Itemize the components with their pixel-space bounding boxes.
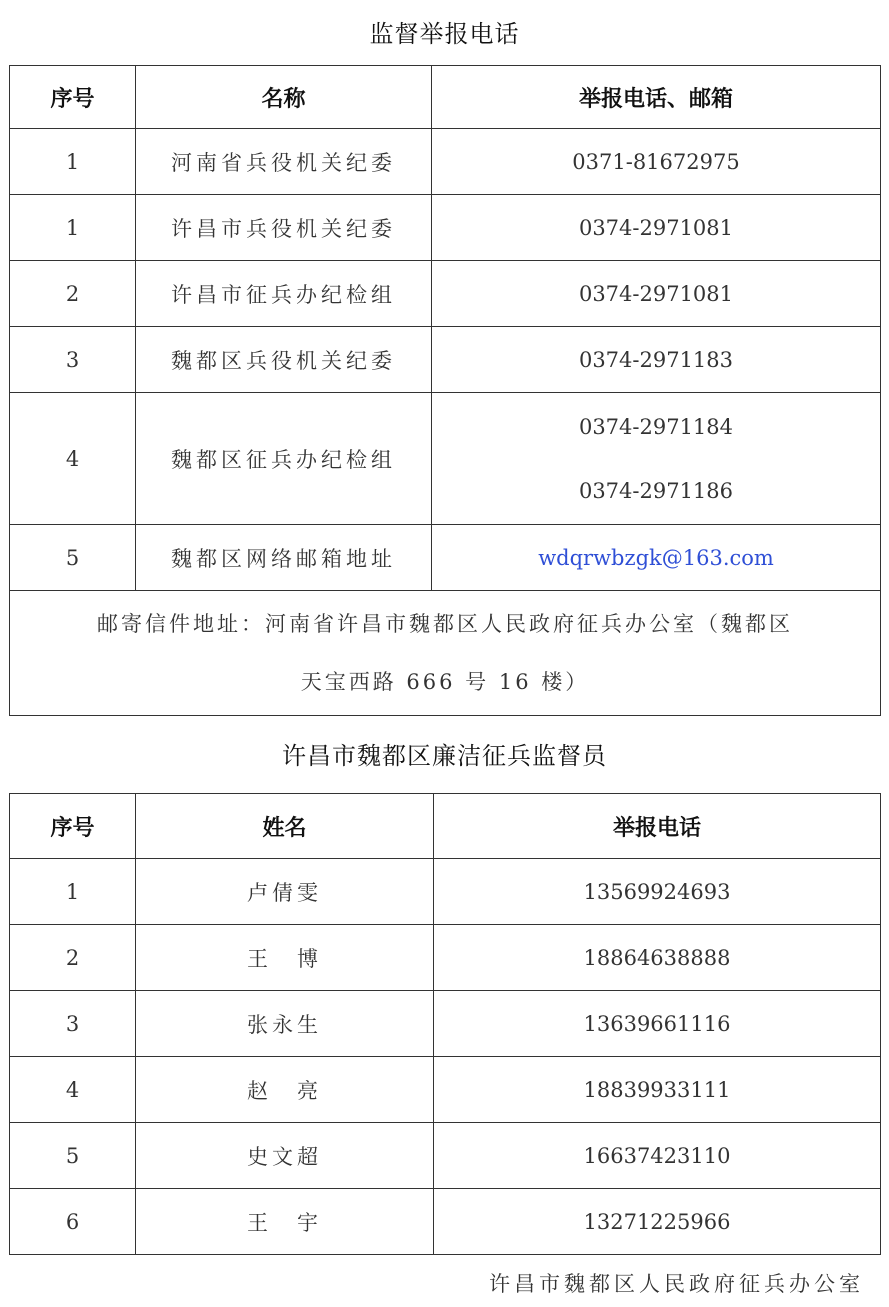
row-person-name: 王 宇 <box>136 1189 434 1255</box>
header-number: 序号 <box>10 794 136 859</box>
row-name: 魏都区兵役机关纪委 <box>136 327 432 393</box>
row-phone: 0374-2971183 <box>432 327 881 393</box>
row-number: 2 <box>10 261 136 327</box>
row-number: 5 <box>10 1123 136 1189</box>
row-number: 3 <box>10 327 136 393</box>
table-row <box>10 525 881 591</box>
row-person-name: 王 博 <box>136 925 434 991</box>
supervisors-table <box>9 793 881 1255</box>
table-row <box>10 261 881 327</box>
mailing-address-line1: 邮寄信件地址：河南省许昌市魏都区人民政府征兵办公室（魏都区 <box>97 612 793 636</box>
mailing-address <box>10 591 881 716</box>
report-phone-title: 监督举报电话 <box>369 20 520 48</box>
row-phone: 13569924693 <box>434 859 881 925</box>
header-number: 序号 <box>10 66 136 129</box>
table-row <box>10 393 881 525</box>
row-number: 6 <box>10 1189 136 1255</box>
table-row <box>10 1189 881 1255</box>
supervisors-title: 许昌市魏都区廉洁征兵监督员 <box>282 742 607 770</box>
row-number: 1 <box>10 195 136 261</box>
row-phone-secondary: 0374-2971186 <box>578 478 734 503</box>
row-person-name: 卢倩雯 <box>136 859 434 925</box>
report-contacts-table <box>9 65 881 716</box>
address-row <box>10 591 881 716</box>
row-phone: 16637423110 <box>434 1123 881 1189</box>
row-phone: 13639661116 <box>434 991 881 1057</box>
row-email-cell <box>432 525 881 591</box>
header-contact: 举报电话、邮箱 <box>432 66 881 129</box>
table-row <box>10 195 881 261</box>
mailing-address-line2: 天宝西路 666 号 16 楼） <box>300 670 590 694</box>
row-number: 3 <box>10 991 136 1057</box>
table-header-row <box>10 66 881 129</box>
table-row <box>10 327 881 393</box>
row-phone: 0374-2971184 <box>578 414 734 439</box>
header-phone: 举报电话 <box>434 794 881 859</box>
row-person-name: 史文超 <box>136 1123 434 1189</box>
table-row <box>10 925 881 991</box>
row-name: 许昌市征兵办纪检组 <box>136 261 432 327</box>
row-phone: 0371-81672975 <box>432 129 881 195</box>
issuing-office: 许昌市魏都区人民政府征兵办公室 <box>489 1272 864 1296</box>
row-number: 4 <box>10 393 136 525</box>
row-phone: 0374-2971081 <box>432 195 881 261</box>
table-header-row <box>10 794 881 859</box>
table-row <box>10 859 881 925</box>
row-number: 1 <box>10 859 136 925</box>
row-name: 魏都区网络邮箱地址 <box>136 525 432 591</box>
row-person-name: 张永生 <box>136 991 434 1057</box>
table-row <box>10 1123 881 1189</box>
row-name: 魏都区征兵办纪检组 <box>136 393 432 525</box>
row-number: 2 <box>10 925 136 991</box>
row-phones <box>432 393 881 525</box>
row-phone: 0374-2971081 <box>432 261 881 327</box>
row-number: 1 <box>10 129 136 195</box>
row-number: 5 <box>10 525 136 591</box>
table-row <box>10 991 881 1057</box>
row-phone: 18839933111 <box>434 1057 881 1123</box>
table-row <box>10 1057 881 1123</box>
row-name: 河南省兵役机关纪委 <box>136 129 432 195</box>
row-person-name: 赵 亮 <box>136 1057 434 1123</box>
header-name: 姓名 <box>136 794 434 859</box>
row-phone: 18864638888 <box>434 925 881 991</box>
email-link[interactable]: wdqrwbzgk@163.com <box>538 545 774 570</box>
row-number: 4 <box>10 1057 136 1123</box>
table-row <box>10 129 881 195</box>
row-name: 许昌市兵役机关纪委 <box>136 195 432 261</box>
row-phone: 13271225966 <box>434 1189 881 1255</box>
header-name: 名称 <box>136 66 432 129</box>
